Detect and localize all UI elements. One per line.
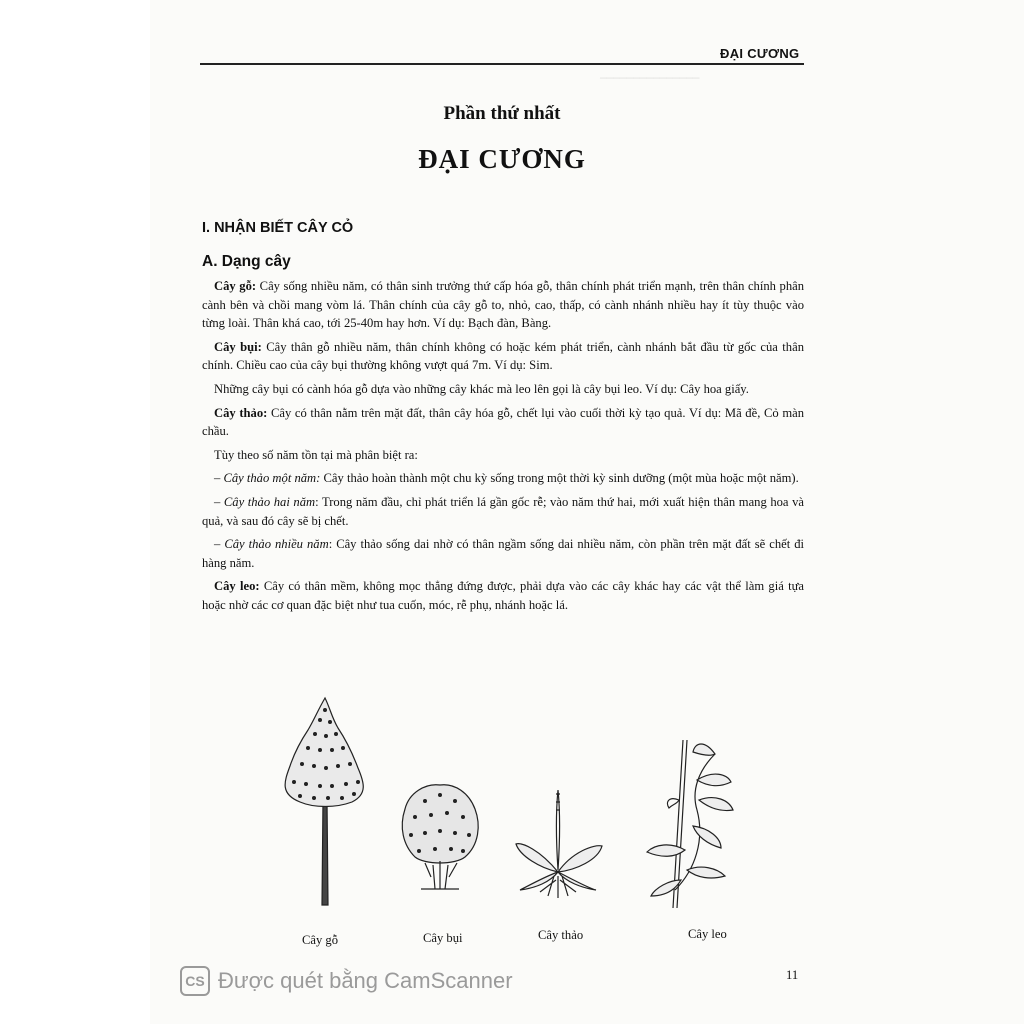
term: Cây thảo một năm: [223, 471, 321, 486]
paragraph-text: Tùy theo số năm tồn tại mà phân biệt ra: [214, 447, 418, 462]
paragraph-thao-nhieu-nam [202, 535, 804, 572]
dash: – [214, 494, 224, 509]
running-header: ĐẠI CƯƠNG [720, 46, 800, 61]
paragraph-text: : Trong năm đầu, chỉ phát triển lá gần gốc rễ; vào năm thứ hai, mới xuất hiện thân mang hoa và quả, và sau đó cây sẽ bị chết. [202, 494, 804, 528]
page-number: 11 [786, 968, 799, 982]
paragraph-cay-thao [202, 404, 804, 441]
term: Cây thảo nhiều năm [224, 537, 329, 552]
paragraph-cay-leo [202, 577, 804, 614]
paragraph-text: Những cây bụi có cành hóa gỗ dựa vào những cây khác mà leo lên gọi là cây bụi leo. Ví dụ: Cây hoa giấy. [214, 381, 749, 396]
herb-caption: Cây thảo [538, 928, 584, 942]
shrub-caption: Cây bụi [423, 931, 463, 945]
camscanner-watermark [180, 966, 513, 996]
paragraph-cay-go [202, 277, 804, 333]
paragraph-thao-hai-nam [202, 493, 804, 530]
tree-caption: Cây gỗ [302, 933, 339, 947]
vine-illustration [635, 730, 745, 910]
camscanner-text: Được quét bằng CamScanner [218, 968, 513, 993]
term: Cây thảo: [214, 405, 268, 420]
term: Cây gỗ: [214, 279, 257, 293]
term: Cây thảo hai năm [223, 494, 316, 509]
term: Cây leo: [214, 579, 260, 594]
paragraph-thao-mot-nam [202, 469, 804, 488]
paragraph-cay-bui-leo [202, 380, 804, 399]
paragraph-text: Cây sống nhiều năm, có thân sinh trưởng thứ cấp hóa gỗ, thân chính phát triển mạnh, trên thân chính phân cành bên và chồi mang vòm lá. Thân chính của cây gỗ to, nhỏ, cao, thấp, có cành nhánh nhiều hay ít tùy thuộc vào từng loài. Thân khá cao, tới 25-40m hay hơn. Ví dụ: Bạch đàn, Bàng. [202, 279, 805, 331]
subsection-heading: A. Dạng cây [202, 253, 291, 270]
paragraph-text: Cây có thân nằm trên mặt đất, thân cây hóa gỗ, chết lụi vào cuối thời kỳ tạo quả. Ví dụ: Mã đề, Cỏ màn chầu. [202, 405, 804, 439]
part-title: ĐẠI CƯƠNG [418, 144, 586, 174]
herb-illustration [510, 780, 610, 900]
header-rule [200, 63, 804, 65]
camscanner-logo-icon: CS [180, 966, 210, 996]
paragraph-text: Cây thảo hoàn thành một chu kỳ sống trong một thời kỳ sinh dưỡng (một mùa hoặc một năm). [320, 471, 799, 486]
shrub-illustration [395, 765, 485, 895]
tree-illustration [270, 690, 380, 910]
paragraph-text: Cây thân gỗ nhiều năm, thân chính không có hoặc kém phát triển, cành nhánh bắt đầu từ gốc của thân chính. Chiều cao của cây bụi thường không vượt quá 7m. Ví dụ: Sim. [202, 339, 804, 373]
bleed-through-text: ━━━━━━━━━━━━━━━ [600, 73, 700, 85]
term: Cây bụi: [214, 339, 262, 354]
paragraph-text: : Cây thảo sống dai nhờ có thân ngầm sống dai nhiều năm, còn phần trên mặt đất sẽ chết đi hàng năm. [202, 537, 805, 570]
part-label: Phần thứ nhất [443, 103, 561, 124]
body-text [202, 277, 804, 620]
vine-caption: Cây leo [688, 927, 727, 941]
paragraph-phan-biet [202, 446, 804, 465]
section-heading: I. NHẬN BIẾT CÂY CỎ [202, 220, 354, 236]
paragraph-text: Cây có thân mềm, không mọc thẳng đứng được, phải dựa vào các cây khác hay các vật thể làm giá tựa hoặc nhờ các cơ quan đặc biệt như tua cuốn, móc, rễ phụ, nhánh hoặc lá. [202, 579, 804, 612]
paragraph-cay-bui [202, 338, 804, 375]
dash: – [214, 537, 225, 552]
dash: – [214, 471, 224, 486]
